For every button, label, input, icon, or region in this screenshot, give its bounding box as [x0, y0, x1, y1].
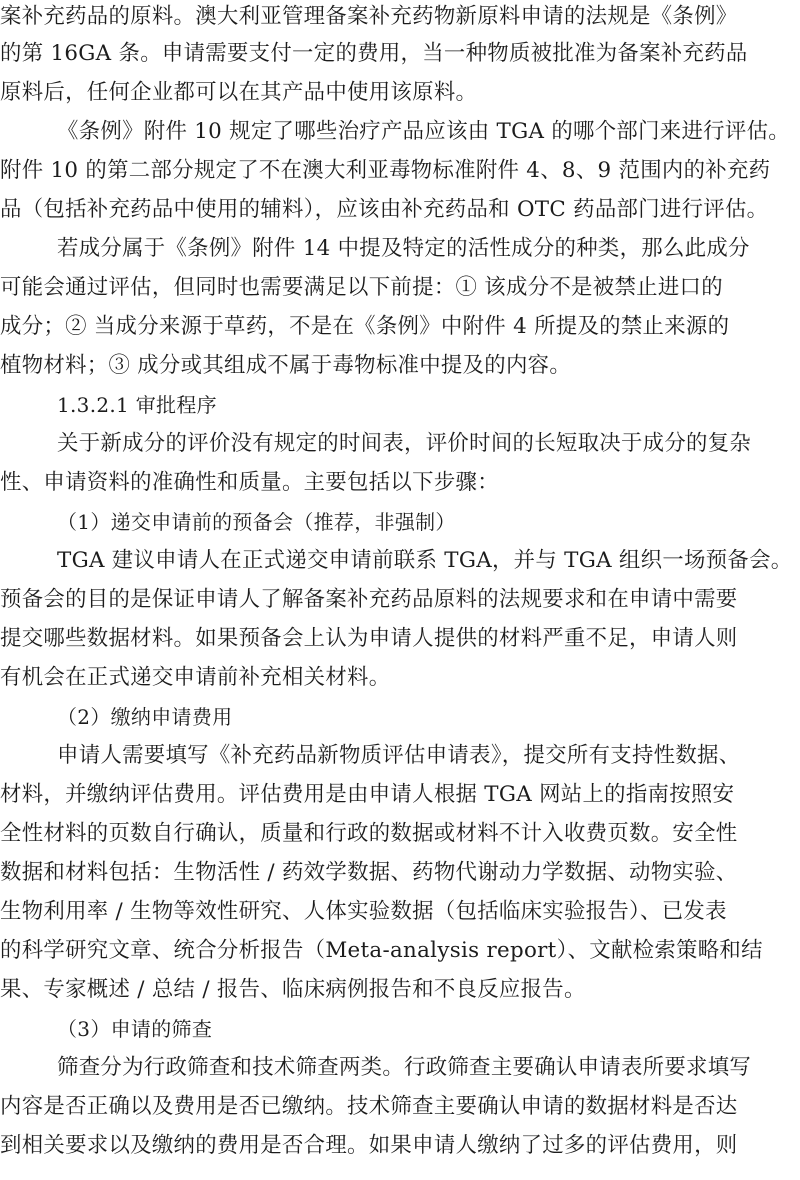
text-line: 材料，并缴纳评估费用。评估费用是由申请人根据 TGA 网站上的指南按照安 — [0, 782, 735, 807]
text-line: 原料后，任何企业都可以在其产品中使用该原料。 — [0, 80, 478, 105]
step-heading: （3）申请的筛查 — [57, 1017, 213, 1041]
text-line: 性、申请资料的准确性和质量。主要包括以下步骤： — [0, 470, 499, 495]
paragraph-first-line: 申请人需要填写《补充药品新物质评估申请表》，提交所有支持性数据、 — [57, 743, 741, 768]
text-line: 预备会的目的是保证申请人了解备案补充药品原料的法规要求和在申请中需要 — [0, 587, 738, 612]
paragraph-first-line: 关于新成分的评价没有规定的时间表，评价时间的长短取决于成分的复杂 — [57, 431, 752, 456]
text-line: 植物材料；③ 成分或其组成不属于毒物标准中提及的内容。 — [0, 353, 572, 378]
text-line: 内容是否正确以及费用是否已缴纳。技术筛查主要确认申请的数据材料是否达 — [0, 1094, 738, 1119]
text-line: 数据和材料包括：生物活性 / 药效学数据、药物代谢动力学数据、动物实验、 — [0, 860, 738, 885]
text-line: 案补充药品的原料。澳大利亚管理备案补充药物新原料申请的法规是《条例》 — [0, 4, 738, 29]
paragraph-first-line: TGA 建议申请人在正式递交申请前联系 TGA，并与 TGA 组织一场预备会。 — [57, 548, 793, 573]
text-line: 的第 16GA 条。申请需要支付一定的费用，当一种物质被批准为备案补充药品 — [0, 41, 748, 66]
paragraph-first-line: 若成分属于《条例》附件 14 中提及特定的活性成分的种类，那么此成分 — [57, 236, 750, 261]
text-line: 提交哪些数据材料。如果预备会上认为申请人提供的材料严重不足，申请人则 — [0, 626, 738, 651]
step-heading: （1）递交申请前的预备会（推荐，非强制） — [57, 510, 456, 534]
text-line: 有机会在正式递交申请前补充相关材料。 — [0, 665, 391, 690]
step-heading: （2）缴纳申请费用 — [57, 705, 233, 729]
text-line: 生物利用率 / 生物等效性研究、人体实验数据（包括临床实验报告）、已发表 — [0, 899, 727, 924]
section-heading: 1.3.2.1 审批程序 — [57, 393, 217, 417]
paragraph-first-line: 筛查分为行政筛查和技术筛查两类。行政筛查主要确认申请表所要求填写 — [57, 1055, 752, 1080]
text-line: 品（包括补充药品中使用的辅料），应该由补充药品和 OTC 药品部门进行评估。 — [0, 197, 769, 222]
text-line: 的科学研究文章、统合分析报告（Meta-analysis report）、文献检索策略和结 — [0, 938, 763, 963]
text-line: 成分；② 当成分来源于草药，不是在《条例》中附件 4 所提及的禁止来源的 — [0, 314, 730, 339]
text-line: 到相关要求以及缴纳的费用是否合理。如果申请人缴纳了过多的评估费用，则 — [0, 1133, 738, 1158]
text-line: 果、专家概述 / 总结 / 报告、临床病例报告和不良反应报告。 — [0, 977, 586, 1002]
text-line: 可能会通过评估，但同时也需要满足以下前提：① 该成分不是被禁止进口的 — [0, 275, 723, 300]
paragraph-first-line: 《条例》附件 10 规定了哪些治疗产品应该由 TGA 的哪个部门来进行评估。 — [57, 119, 790, 144]
text-line: 全性材料的页数自行确认，质量和行政的数据或材料不计入收费页数。安全性 — [0, 821, 738, 846]
text-line: 附件 10 的第二部分规定了不在澳大利亚毒物标准附件 4、8、9 范围内的补充药 — [0, 158, 771, 183]
